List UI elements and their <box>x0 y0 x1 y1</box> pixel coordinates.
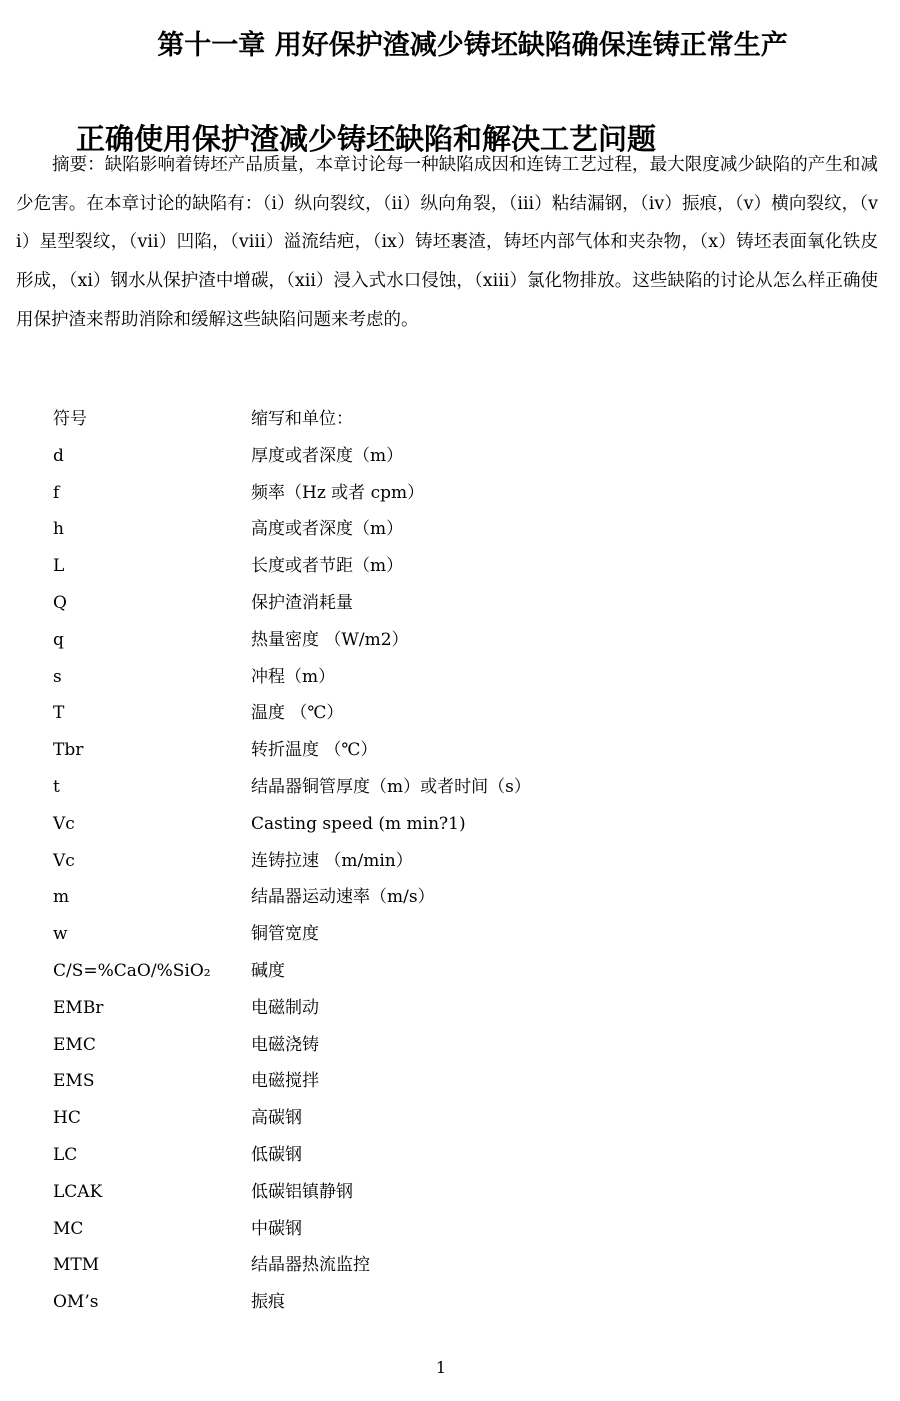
symbol-term: Tbr <box>53 740 84 761</box>
symbol-row <box>53 1174 531 1211</box>
symbol-row <box>53 1100 531 1137</box>
symbol-definition: 振痕 <box>251 1292 285 1313</box>
symbol-definition: 低碳钢 <box>251 1144 302 1165</box>
symbol-term: EMC <box>53 1034 96 1055</box>
symbol-row <box>53 1137 531 1174</box>
symbol-definition: 电磁制动 <box>251 997 319 1018</box>
symbol-term: EMS <box>53 1071 95 1092</box>
symbol-term: s <box>53 666 62 687</box>
symbol-definition: 高度或者深度（m） <box>251 519 404 540</box>
symbol-definition: 结晶器铜管厚度（m）或者时间（s） <box>251 776 531 797</box>
symbol-term: MC <box>53 1218 84 1239</box>
symbol-row <box>53 438 531 475</box>
symbol-definition: 厚度或者深度（m） <box>251 445 404 466</box>
symbol-term: MTM <box>53 1255 100 1276</box>
symbol-definition: 转折温度 （℃） <box>251 740 378 761</box>
symbol-row <box>53 548 531 585</box>
symbol-definition: 低碳铝镇静钢 <box>251 1181 353 1202</box>
symbol-row <box>53 1211 531 1248</box>
symbol-definition: 电磁浇铸 <box>251 1034 319 1055</box>
symbol-term: Q <box>53 592 67 613</box>
symbols-list <box>53 401 531 1321</box>
symbol-row <box>53 916 531 953</box>
symbols-header-row <box>53 401 531 438</box>
symbol-term: Vc <box>53 850 75 871</box>
symbol-row <box>53 475 531 512</box>
symbol-term: h <box>53 519 64 540</box>
abstract-paragraph: 摘要：缺陷影响着铸坯产品质量，本章讨论每一种缺陷成因和连铸工艺过程，最大限度减少缺陷的产生和减少危害。在本章讨论的缺陷有：（i）纵向裂纹，（ii）纵向角裂，（iii）粘结漏钢，（iv）振痕，（v）横向裂纹，（vi）星型裂纹，（vii）凹陷，（viii）溢流结疤，（ix）铸坯裹渣，铸坯内部气体和夹杂物，（x）铸坯表面氧化铁皮形成，（xi）钢水从保护渣中增碳，（xii）浸入式水口侵蚀，（xiii）氯化物排放。这些缺陷的讨论从怎么样正确使用保护渣来帮助消除和缓解这些缺陷问题来考虑的。 <box>16 155 878 330</box>
symbol-term: LCAK <box>53 1181 103 1202</box>
page-number: 1 <box>435 1358 447 1377</box>
symbol-row <box>53 879 531 916</box>
symbol-term: OM’s <box>53 1292 99 1313</box>
symbol-row <box>53 732 531 769</box>
symbol-row <box>53 1247 531 1284</box>
section-title: 正确使用保护渣减少铸坯缺陷和解决工艺问题 <box>76 122 657 157</box>
symbol-term: t <box>53 776 60 797</box>
symbols-header-symbol: 符号 <box>53 409 87 429</box>
symbol-term: HC <box>53 1108 81 1129</box>
symbol-row <box>53 511 531 548</box>
symbol-definition: 频率（Hz 或者 cpm） <box>251 482 425 503</box>
symbol-row <box>53 1027 531 1064</box>
symbol-row <box>53 695 531 732</box>
symbol-definition: 中碳钢 <box>251 1218 302 1239</box>
symbol-term: q <box>53 629 64 650</box>
symbol-definition: Casting speed (m min?1) <box>251 813 466 834</box>
symbol-row <box>53 769 531 806</box>
symbol-definition: 电磁搅拌 <box>251 1071 319 1092</box>
symbol-definition: 长度或者节距（m） <box>251 556 404 577</box>
symbol-definition: 结晶器运动速率（m/s） <box>251 887 435 908</box>
symbol-term: C/S=%CaO/%SiO₂ <box>53 960 211 981</box>
symbol-definition: 铜管宽度 <box>251 924 319 945</box>
symbol-term: f <box>53 482 60 503</box>
chapter-title: 第十一章 用好保护渣减少铸坯缺陷确保连铸正常生产 <box>157 30 788 62</box>
symbol-definition: 冲程（m） <box>251 666 336 687</box>
symbol-term: EMBr <box>53 997 104 1018</box>
symbol-row <box>53 1284 531 1321</box>
symbol-row <box>53 622 531 659</box>
symbol-definition: 连铸拉速 （m/min） <box>251 850 413 871</box>
symbol-term: L <box>53 556 65 577</box>
symbol-term: w <box>53 924 68 945</box>
symbol-definition: 温度 （℃） <box>251 703 344 724</box>
symbols-header-meaning: 缩写和单位： <box>251 409 353 429</box>
symbol-definition: 热量密度 （W/m2） <box>251 629 409 650</box>
symbol-row <box>53 1063 531 1100</box>
symbol-definition: 高碳钢 <box>251 1108 302 1129</box>
symbol-row <box>53 953 531 990</box>
symbol-term: d <box>53 445 64 466</box>
symbol-term: Vc <box>53 813 75 834</box>
symbol-row <box>53 843 531 880</box>
symbol-term: LC <box>53 1144 78 1165</box>
symbol-row <box>53 806 531 843</box>
symbol-row <box>53 585 531 622</box>
symbol-row <box>53 990 531 1027</box>
symbol-row <box>53 659 531 696</box>
symbol-definition: 碱度 <box>251 960 285 981</box>
symbol-term: m <box>53 887 70 908</box>
symbol-term: T <box>53 703 65 724</box>
symbol-definition: 保护渣消耗量 <box>251 592 353 613</box>
symbol-definition: 结晶器热流监控 <box>251 1255 370 1276</box>
